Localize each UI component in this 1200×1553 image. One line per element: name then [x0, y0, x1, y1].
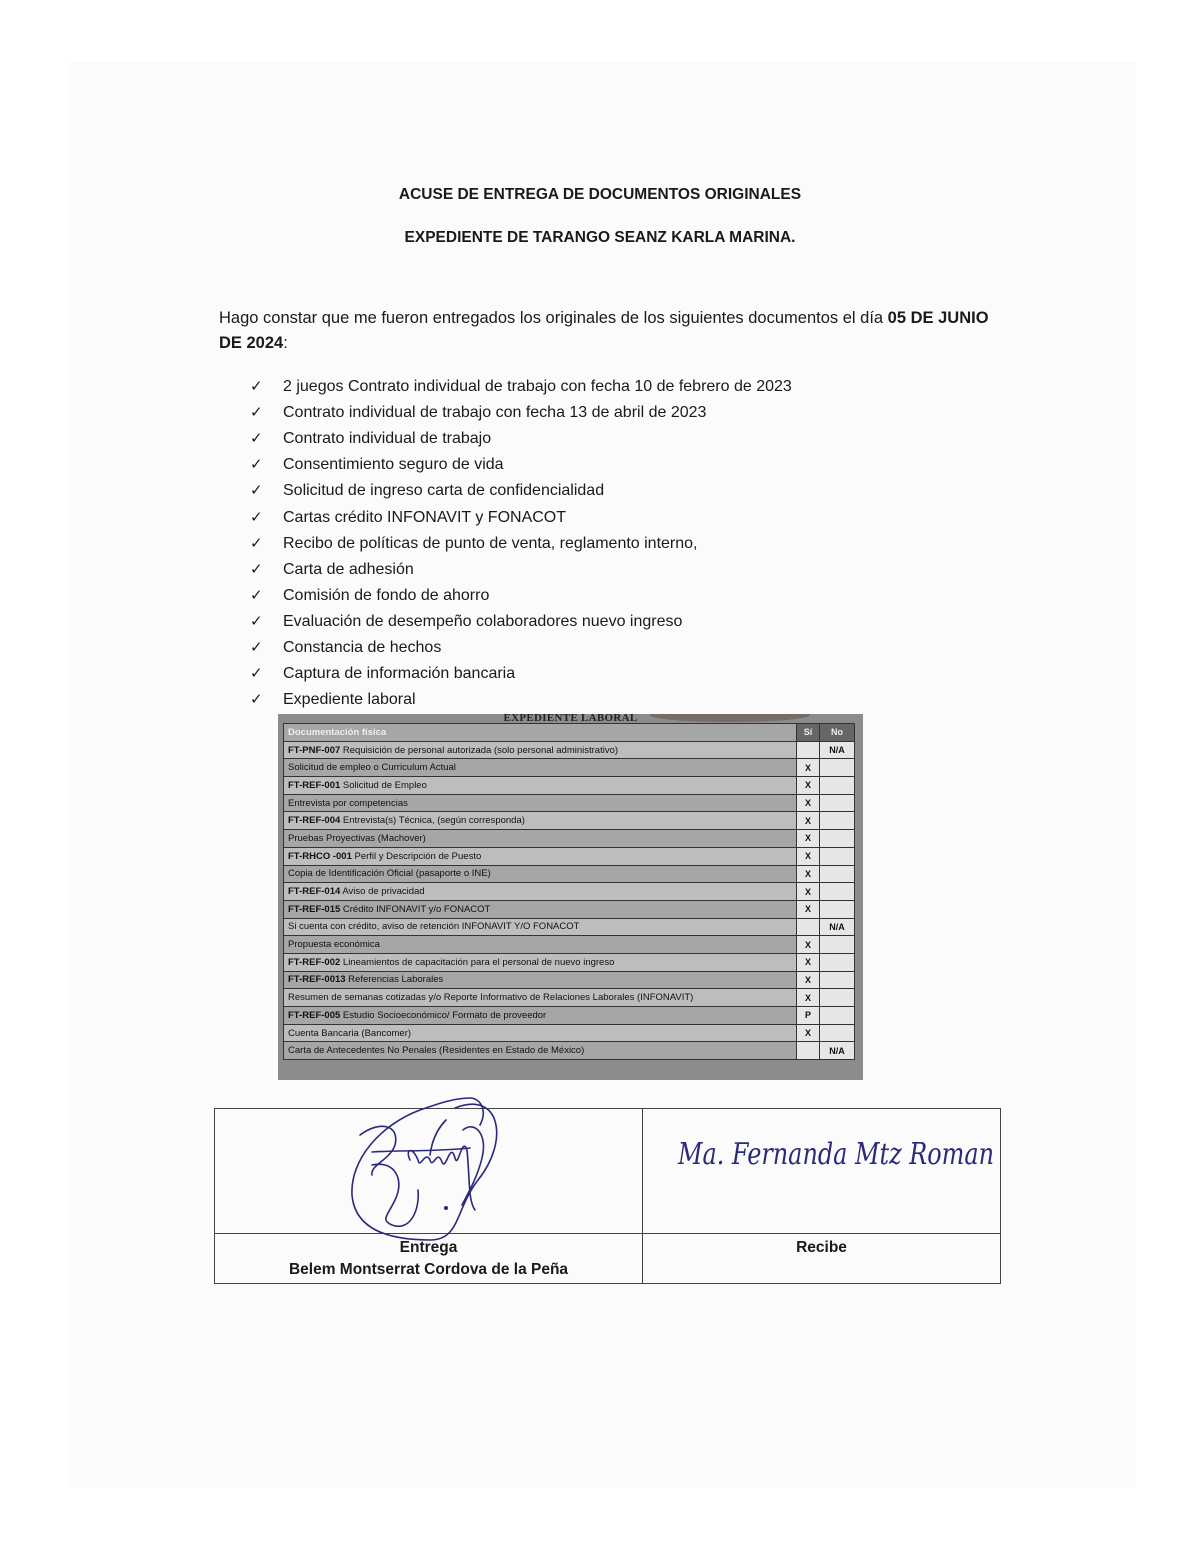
entrega-name: Belem Montserrat Cordova de la Peña [288, 1261, 569, 1278]
row-code: FT-REF-002 [288, 956, 341, 968]
table-row [284, 830, 855, 848]
row-document [284, 830, 797, 848]
row-text: Crédito INFONAVIT y/o FONACOT [340, 903, 491, 915]
row-no [820, 953, 855, 971]
row-no [820, 847, 855, 865]
row-si: P [797, 1007, 820, 1025]
checklist-item-label: Carta de adhesión [283, 560, 414, 578]
checklist-item [250, 478, 792, 504]
header-no: No [820, 724, 855, 742]
table-row [284, 794, 855, 812]
row-si [797, 1042, 820, 1060]
row-document [284, 847, 797, 865]
row-text: Perfil y Descripción de Puesto [351, 850, 482, 862]
table-row [284, 1007, 855, 1025]
table-row [284, 989, 855, 1007]
row-document [284, 812, 797, 830]
checklist-item [250, 374, 792, 400]
checklist-item-label: Expediente laboral [283, 691, 416, 709]
row-no [820, 794, 855, 812]
row-code: FT-REF-005 [288, 1009, 341, 1021]
row-text: Solicitud de Empleo [340, 779, 427, 791]
intro-date: 05 DE JUNIO DE 2024 [219, 309, 989, 352]
row-no [820, 1024, 855, 1042]
checklist-item-label: Contrato individual de trabajo [283, 430, 492, 448]
header-si: Sí [797, 724, 820, 742]
row-document [284, 971, 797, 989]
checklist-item-label: Recibo de políticas de punto de venta, reglamento interno, [283, 534, 698, 552]
row-document [284, 794, 797, 812]
checklist-item [250, 426, 792, 452]
checkmark-icon: ✓ [250, 638, 263, 656]
row-document [284, 1024, 797, 1042]
table-row [284, 1042, 855, 1060]
table-row [284, 812, 855, 830]
checklist-item [250, 609, 792, 635]
checkmark-icon: ✓ [250, 378, 263, 396]
row-document [284, 777, 797, 795]
row-document [284, 1042, 797, 1060]
intro-text: Hago constar que me fueron entregados los originales de los siguientes documentos el día [219, 309, 888, 327]
row-document [284, 953, 797, 971]
row-no: N/A [820, 741, 855, 759]
row-si: X [797, 794, 820, 812]
row-code: FT-PNF-007 [288, 744, 341, 756]
row-si: X [797, 936, 820, 954]
row-si: X [797, 759, 820, 777]
document-subtitle: EXPEDIENTE DE TARANGO SEANZ KARLA MARINA. [404, 229, 796, 246]
row-no [820, 971, 855, 989]
checkmark-icon: ✓ [250, 586, 263, 604]
row-si: X [797, 865, 820, 883]
row-si [797, 918, 820, 936]
row-si: X [797, 830, 820, 848]
checklist-item [250, 583, 792, 609]
recibe-label: Recibe [796, 1239, 847, 1256]
row-text: Carta de Antecedentes No Penales (Residentes en Estado de México) [288, 1045, 585, 1057]
checklist-item-label: Solicitud de ingreso carta de confidencialidad [283, 482, 605, 500]
row-code: FT-REF-004 [288, 815, 341, 827]
checklist-item [250, 687, 792, 713]
table-row [284, 936, 855, 954]
row-document [284, 1007, 797, 1025]
table-row [284, 971, 855, 989]
row-text: Requisición de personal autorizada (solo personal administrativo) [340, 744, 619, 756]
row-code: FT-REF-015 [288, 903, 341, 915]
checkmark-icon: ✓ [250, 665, 263, 683]
scan-title: EXPEDIENTE LABORAL [503, 714, 638, 724]
row-no [820, 989, 855, 1007]
table-row [284, 865, 855, 883]
table-row [284, 759, 855, 777]
row-no: N/A [820, 918, 855, 936]
row-no [820, 759, 855, 777]
row-si [797, 741, 820, 759]
checklist-item-label: Consentimiento seguro de vida [283, 456, 504, 474]
entrega-caption [215, 1237, 642, 1281]
row-text: Entrevista(s) Técnica, (según corresponda) [340, 815, 525, 827]
scanned-expediente-table [278, 714, 863, 1080]
checkmark-icon: ✓ [250, 404, 263, 422]
row-code: FT-RHCO -001 [288, 850, 352, 862]
row-si: X [797, 883, 820, 901]
row-text: Entrevista por competencias [288, 797, 408, 809]
checkmark-icon: ✓ [250, 612, 263, 630]
row-text: Cuenta Bancaria (Bancomer) [288, 1027, 412, 1039]
signature-divider-horizontal [215, 1233, 1000, 1234]
checklist-item [250, 452, 792, 478]
checkmark-icon: ✓ [250, 456, 263, 474]
checkmark-icon: ✓ [250, 482, 263, 500]
table-header-row [284, 724, 855, 742]
row-si: X [797, 1024, 820, 1042]
row-no [820, 777, 855, 795]
row-no [820, 936, 855, 954]
row-no [820, 830, 855, 848]
row-no [820, 900, 855, 918]
table-row [284, 741, 855, 759]
row-document [284, 989, 797, 1007]
row-text: Estudio Socioeconómico/ Formato de proveedor [340, 1009, 547, 1021]
table-row [284, 953, 855, 971]
row-document [284, 865, 797, 883]
checklist-item-label: Contrato individual de trabajo con fecha 13 de abril de 2023 [283, 404, 707, 422]
table-row [284, 900, 855, 918]
checklist-item-label: Constancia de hechos [283, 638, 442, 656]
row-code: FT-REF-014 [288, 886, 341, 898]
row-si: X [797, 971, 820, 989]
checklist-item [250, 400, 792, 426]
row-text: Si cuenta con crédito, aviso de retención INFONAVIT Y/O FONACOT [288, 921, 580, 933]
row-no [820, 865, 855, 883]
row-no: N/A [820, 1042, 855, 1060]
intro-suffix: : [283, 334, 288, 352]
checklist-item [250, 557, 792, 583]
table-row [284, 777, 855, 795]
row-no [820, 883, 855, 901]
checklist-item [250, 661, 792, 687]
recibe-caption [643, 1237, 1000, 1259]
checkmark-icon: ✓ [250, 430, 263, 448]
table-row [284, 1024, 855, 1042]
documents-checklist [250, 374, 792, 713]
checklist-item-label: Captura de información bancaria [283, 665, 516, 683]
row-text: Pruebas Proyectivas (Machover) [288, 832, 426, 844]
row-si: X [797, 777, 820, 795]
checklist-item [250, 635, 792, 661]
row-text: Referencias Laborales [345, 974, 444, 986]
row-no [820, 1007, 855, 1025]
table-row [284, 918, 855, 936]
checklist-item-label: 2 juegos Contrato individual de trabajo con fecha 10 de febrero de 2023 [283, 378, 792, 396]
row-code: FT-REF-0013 [288, 974, 346, 986]
intro-paragraph [219, 306, 999, 356]
checkmark-icon: ✓ [250, 560, 263, 578]
expediente-table [283, 723, 855, 1060]
row-si: X [797, 989, 820, 1007]
row-document [284, 936, 797, 954]
checkmark-icon: ✓ [250, 691, 263, 709]
table-row [284, 847, 855, 865]
row-text: Resumen de semanas cotizadas y/o Reporte Informativo de Relaciones Laborales (INFONAVIT) [288, 992, 694, 1004]
row-text: Propuesta económica [288, 939, 380, 951]
row-document [284, 759, 797, 777]
row-text: Copia de Identificación Oficial (pasaporte o INE) [288, 868, 491, 880]
row-text: Solicitud de empleo o Curriculum Actual [288, 762, 456, 774]
row-code: FT-REF-001 [288, 779, 341, 791]
header-doc: Documentación física [284, 724, 797, 742]
checklist-item [250, 504, 792, 530]
table-row [284, 883, 855, 901]
document-title: ACUSE DE ENTREGA DE DOCUMENTOS ORIGINALES [398, 186, 802, 203]
row-si: X [797, 953, 820, 971]
row-si: X [797, 847, 820, 865]
row-no [820, 812, 855, 830]
checklist-item-label: Cartas crédito INFONAVIT y FONACOT [283, 508, 567, 526]
row-si: X [797, 900, 820, 918]
row-document [284, 741, 797, 759]
row-si: X [797, 812, 820, 830]
row-text: Aviso de privacidad [340, 886, 425, 898]
row-document [284, 918, 797, 936]
checklist-item [250, 531, 792, 557]
entrega-label: Entrega [399, 1239, 458, 1256]
checkmark-icon: ✓ [250, 534, 263, 552]
checklist-item-label: Evaluación de desempeño colaboradores nuevo ingreso [283, 612, 683, 630]
recibe-signature [672, 1122, 1002, 1182]
row-document [284, 883, 797, 901]
svg-text:Ma. Fernanda Mtz Roman: Ma. Fernanda Mtz Roman [677, 1137, 994, 1172]
row-text: Lineamientos de capacitación para el personal de nuevo ingreso [340, 956, 615, 968]
row-document [284, 900, 797, 918]
checkmark-icon: ✓ [250, 508, 263, 526]
checklist-item-label: Comisión de fondo de ahorro [283, 586, 490, 604]
